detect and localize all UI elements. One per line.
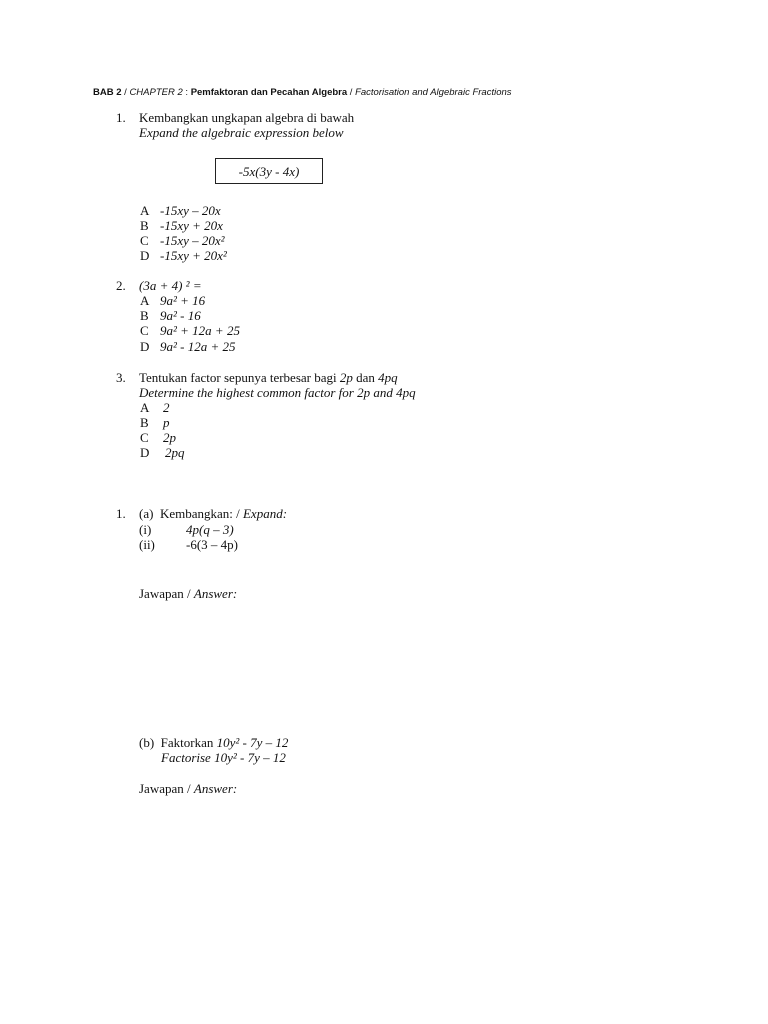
q2-text: (3a + 4) ² = — [139, 278, 202, 293]
q3-text-2p: 2p — [339, 370, 353, 385]
q1-option-d[interactable] — [140, 248, 227, 263]
part-a-text-my: Kembangkan: / — [159, 506, 243, 521]
q3-text-part: Tentukan factor sepunya terbesar bagi — [139, 370, 340, 385]
option-text: -15xy – 20x² — [160, 233, 225, 248]
q3-option-a[interactable] — [140, 400, 170, 415]
q2-number: 2. — [116, 278, 126, 293]
answer-label — [139, 586, 237, 601]
q3-option-c[interactable] — [140, 430, 176, 445]
s1-item-i-expr: 4p(q – 3) — [186, 522, 234, 537]
q3-number: 3. — [116, 370, 126, 385]
q3-text-en: Determine the highest common factor for 2p and 4pq — [139, 385, 416, 400]
option-text: 9a² - 16 — [160, 308, 201, 323]
q3-text-my — [139, 370, 398, 385]
header-title-en: Factorisation and Algebraic Fractions — [355, 87, 512, 98]
option-text: 9a² + 12a + 25 — [160, 323, 240, 338]
option-letter: D — [140, 445, 150, 460]
q2-option-c[interactable] — [140, 323, 240, 338]
option-text: 9a² + 16 — [160, 293, 206, 308]
option-text: 9a² - 12a + 25 — [160, 339, 236, 354]
part-b-expr: 10y² - 7y – 12 — [216, 735, 289, 750]
option-letter: B — [140, 415, 149, 430]
s1-part-a — [139, 506, 287, 521]
part-a-text-en: Expand: — [242, 506, 288, 521]
s1-part-b — [139, 735, 288, 750]
answer-label-en: Answer: — [193, 586, 238, 601]
option-letter: D — [140, 339, 150, 354]
header-sep: : — [182, 87, 191, 98]
option-text: -15xy + 20x — [160, 218, 223, 233]
q3-option-b[interactable] — [140, 415, 170, 430]
page-header — [93, 87, 512, 98]
part-a-label: (a) — [139, 506, 154, 521]
q2-option-d[interactable] — [140, 339, 236, 354]
q1-option-c[interactable] — [140, 233, 225, 248]
answer-label-my: Jawapan / — [139, 586, 194, 601]
answer-label-2 — [139, 781, 237, 796]
part-b-text-en: Factorise 10y² - 7y – 12 — [161, 750, 286, 765]
q1-text-my: Kembangkan ungkapan algebra di bawah — [139, 110, 355, 125]
q1-option-b[interactable] — [140, 218, 223, 233]
option-text: 2 — [163, 400, 170, 415]
part-b-text-my: Faktorkan — [160, 735, 217, 750]
option-letter: C — [140, 233, 149, 248]
option-letter: A — [140, 400, 150, 415]
option-text: 2p — [163, 430, 176, 445]
option-letter: B — [140, 308, 149, 323]
q1-number: 1. — [116, 110, 126, 125]
q2-option-b[interactable] — [140, 308, 201, 323]
s1-number: 1. — [116, 506, 126, 521]
header-title-my: Pemfaktoran dan Pecahan Algebra — [190, 87, 348, 98]
q1-expression: -5x(3y - 4x) — [238, 164, 300, 179]
option-letter: C — [140, 323, 149, 338]
option-letter: D — [140, 248, 150, 263]
option-text: p — [163, 415, 170, 430]
option-text: -15xy – 20x — [160, 203, 221, 218]
option-letter: A — [140, 293, 150, 308]
answer-label-my: Jawapan / — [139, 781, 194, 796]
answer-label-en: Answer: — [193, 781, 238, 796]
header-sep: / — [347, 87, 356, 98]
header-chapter: CHAPTER 2 — [129, 87, 183, 98]
option-text: 2pq — [165, 445, 185, 460]
q1-text-en: Expand the algebraic expression below — [139, 125, 344, 140]
q2-option-a[interactable] — [140, 293, 206, 308]
s1-item-i-label: (i) — [139, 522, 152, 537]
part-b-label: (b) — [139, 735, 155, 750]
option-text: -15xy + 20x² — [160, 248, 227, 263]
option-letter: C — [140, 430, 149, 445]
option-letter: A — [140, 203, 150, 218]
option-letter: B — [140, 218, 149, 233]
q3-text-part: dan — [352, 370, 379, 385]
s1-item-ii-label: (ii) — [139, 537, 155, 552]
expression-box — [215, 158, 323, 184]
q3-text-4pq: 4pq — [378, 370, 398, 385]
header-sep: / — [121, 87, 130, 98]
s1-item-ii-expr: -6(3 – 4p) — [186, 537, 238, 552]
q1-option-a[interactable] — [140, 203, 221, 218]
header-bab: BAB 2 — [93, 87, 122, 98]
q3-option-d[interactable] — [140, 445, 185, 460]
